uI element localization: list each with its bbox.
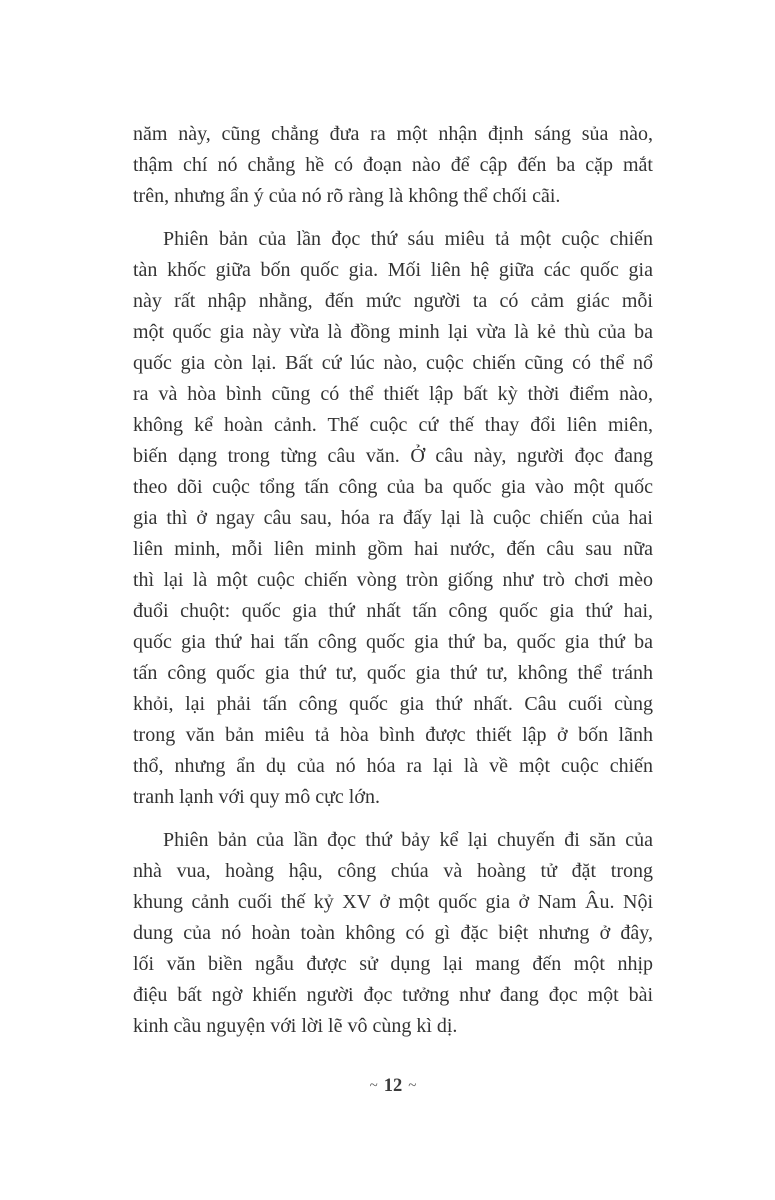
text-line: đuổi chuột: quốc gia thứ nhất tấn công quốc gia thứ hai, bbox=[133, 600, 653, 622]
text-line: Phiên bản của lần đọc thứ sáu miêu tả một cuộc chiến bbox=[163, 228, 653, 250]
text-line: khỏi, lại phải tấn công quốc gia thứ nhất. Câu cuối cùng bbox=[133, 693, 653, 715]
text-line: một quốc gia này vừa là đồng minh lại vừa là kẻ thù của ba bbox=[133, 321, 653, 343]
text-line: không kể hoàn cảnh. Thế cuộc cứ thế thay đổi liên miên, bbox=[133, 414, 653, 436]
text-line: dung của nó hoàn toàn không có gì đặc biệt nhưng ở đây, bbox=[133, 922, 653, 944]
text-line: lối văn biền ngẫu được sử dụng lại mang đến một nhịp bbox=[133, 953, 653, 975]
text-line: trong văn bản miêu tả hòa bình được thiết lập ở bốn lãnh bbox=[133, 724, 653, 746]
text-line: liên minh, mỗi liên minh gồm hai nước, đến câu sau nữa bbox=[133, 538, 653, 560]
page-number: 12 bbox=[383, 1076, 403, 1096]
text-line: này rất nhập nhằng, đến mức người ta có cảm giác mỗi bbox=[133, 290, 653, 312]
text-line: nhà vua, hoàng hậu, công chúa và hoàng tử đặt trong bbox=[133, 860, 653, 882]
text-line: thậm chí nó chẳng hề có đoạn nào để cập đến ba cặp mắt bbox=[133, 154, 653, 176]
text-line: năm này, cũng chẳng đưa ra một nhận định sáng sủa nào, bbox=[133, 123, 653, 145]
text-line: biến dạng trong từng câu văn. Ở câu này, người đọc đang bbox=[133, 445, 653, 467]
text-line: tấn công quốc gia thứ tư, quốc gia thứ tư, không thể tránh bbox=[133, 662, 653, 684]
text-line: tàn khốc giữa bốn quốc gia. Mối liên hệ giữa các quốc gia bbox=[133, 259, 653, 281]
text-line: gia thì ở ngay câu sau, hóa ra đấy lại là cuộc chiến của hai bbox=[133, 507, 653, 529]
paragraph bbox=[133, 825, 653, 1042]
text-line: kinh cầu nguyện với lời lẽ vô cùng kì dị. bbox=[133, 1015, 458, 1037]
footer-left-ornament: ~ bbox=[369, 1078, 378, 1094]
page-footer bbox=[133, 1076, 653, 1097]
text-line: thì lại là một cuộc chiến vòng tròn giống như trò chơi mèo bbox=[133, 569, 653, 591]
text-line: theo dõi cuộc tổng tấn công của ba quốc gia vào một quốc bbox=[133, 476, 653, 498]
text-line: tranh lạnh với quy mô cực lớn. bbox=[133, 786, 380, 808]
text-line: ra và hòa bình cũng có thể thiết lập bất kỳ thời điểm nào, bbox=[133, 383, 653, 405]
text-line: trên, nhưng ẩn ý của nó rõ ràng là không thể chối cãi. bbox=[133, 185, 561, 207]
paragraph bbox=[133, 224, 653, 813]
text-line: điệu bất ngờ khiến người đọc tưởng như đang đọc một bài bbox=[133, 984, 653, 1006]
text-line: Phiên bản của lần đọc thứ bảy kể lại chuyến đi săn của bbox=[163, 829, 653, 851]
text-line: thổ, nhưng ẩn dụ của nó hóa ra lại là về một cuộc chiến bbox=[133, 755, 653, 777]
text-line: quốc gia thứ hai tấn công quốc gia thứ ba, quốc gia thứ ba bbox=[133, 631, 653, 653]
text-line: quốc gia còn lại. Bất cứ lúc nào, cuộc chiến cũng có thể nổ bbox=[133, 352, 653, 374]
footer-right-ornament: ~ bbox=[408, 1078, 417, 1094]
paragraph bbox=[133, 119, 653, 212]
text-block bbox=[133, 119, 653, 1042]
text-line: khung cảnh cuối thế kỷ XV ở một quốc gia ở Nam Âu. Nội bbox=[133, 891, 653, 913]
